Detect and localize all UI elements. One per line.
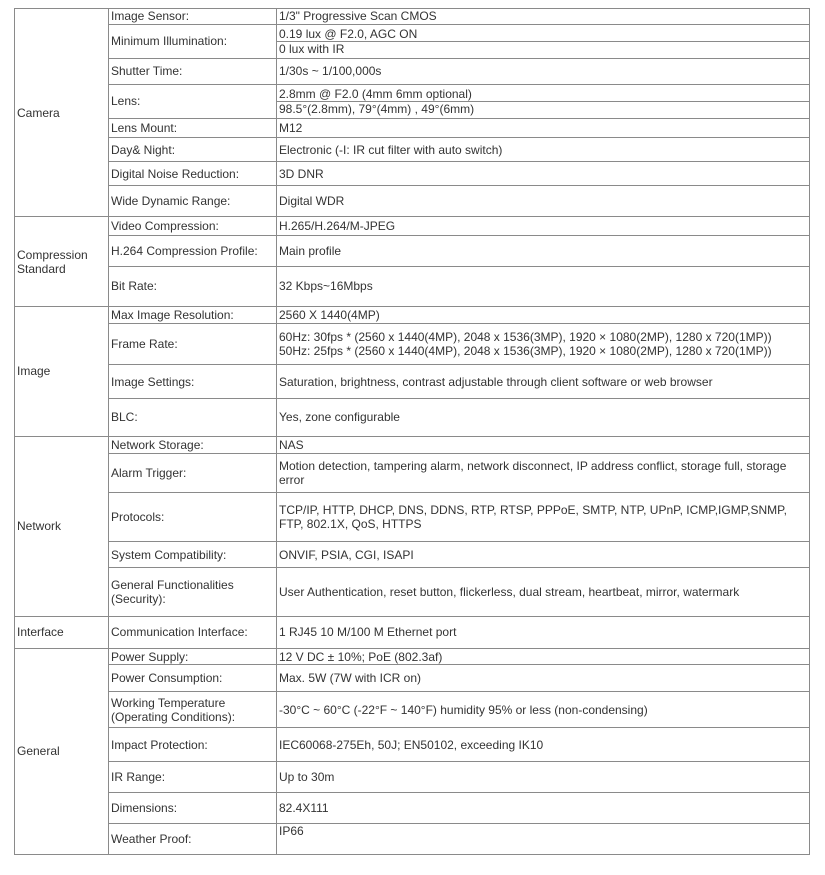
spec-value-line: 2560 X 1440(4MP): [279, 307, 380, 322]
spec-label: Power Supply:: [109, 648, 277, 665]
table-row: [15, 138, 810, 162]
spec-label: System Compatibility:: [109, 542, 277, 568]
spec-value: [277, 436, 810, 454]
spec-value: [277, 9, 810, 25]
spec-value-line: 32 Kbps~16Mbps: [279, 279, 373, 294]
table-row: [15, 9, 810, 25]
spec-value-line: Main profile: [279, 243, 342, 258]
spec-value: [277, 307, 810, 324]
spec-label: Frame Rate:: [109, 323, 277, 364]
spec-value-line: Motion detection, tampering alarm, network disconnect, IP address conflict, storage full, storage error: [279, 459, 787, 488]
table-row: [15, 648, 810, 665]
spec-value-line: 12 V DC ± 10%; PoE (802.3af): [279, 649, 443, 664]
table-row: [15, 217, 810, 236]
spec-value-line: 98.5°(2.8mm), 79°(4mm) , 49°(6mm): [277, 101, 809, 116]
spec-label: Dimensions:: [109, 792, 277, 823]
spec-label: Network Storage:: [109, 436, 277, 454]
spec-label: Bit Rate:: [109, 266, 277, 306]
spec-label: Shutter Time:: [109, 58, 277, 84]
spec-value: [277, 692, 810, 728]
table-row: [15, 118, 810, 138]
spec-value-line: Up to 30m: [279, 769, 335, 784]
spec-value: [277, 399, 810, 436]
group-label: Camera: [15, 9, 109, 217]
spec-value-line: 60Hz: 30fps * (2560 x 1440(4MP), 2048 x 1536(3MP), 1920 × 1080(2MP), 1280 x 720(1MP)): [279, 329, 772, 344]
table-row: [15, 323, 810, 364]
table-row: [15, 84, 810, 118]
table-row: [15, 436, 810, 454]
table-row: [15, 692, 810, 728]
spec-value-line: 0.19 lux @ F2.0, AGC ON: [279, 26, 418, 41]
spec-label: Minimum Illumination:: [109, 24, 277, 58]
spec-value: [277, 138, 810, 162]
spec-label: IR Range:: [109, 761, 277, 792]
spec-label: Lens Mount:: [109, 118, 277, 138]
spec-value: [277, 792, 810, 823]
spec-value: [277, 24, 810, 58]
table-row: [15, 399, 810, 436]
table-row: [15, 792, 810, 823]
spec-label: Image Sensor:: [109, 9, 277, 25]
spec-value: [277, 542, 810, 568]
spec-value: [277, 235, 810, 266]
table-row: [15, 365, 810, 399]
spec-label: Alarm Trigger:: [109, 454, 277, 493]
spec-value-line: 2.8mm @ F2.0 (4mm 6mm optional): [279, 86, 472, 101]
spec-value: [277, 58, 810, 84]
table-row: [15, 454, 810, 493]
group-label: Compression Standard: [15, 217, 109, 307]
spec-value: [277, 454, 810, 493]
spec-value-line: 50Hz: 25fps * (2560 x 1440(4MP), 2048 x 1536(3MP), 1920 × 1080(2MP), 1280 x 720(1MP)): [279, 343, 772, 358]
table-row: [15, 493, 810, 542]
spec-value-line: Yes, zone configurable: [279, 410, 400, 425]
table-row: [15, 235, 810, 266]
spec-value-line: ONVIF, PSIA, CGI, ISAPI: [279, 547, 414, 562]
table-row: [15, 58, 810, 84]
spec-value-line: 1 RJ45 10 M/100 M Ethernet port: [279, 625, 457, 640]
spec-value: [277, 186, 810, 217]
table-row: [15, 761, 810, 792]
group-label: Interface: [15, 616, 109, 648]
spec-value-line: H.265/H.264/M-JPEG: [279, 218, 396, 233]
table-row: [15, 266, 810, 306]
spec-value: [277, 665, 810, 692]
spec-value: [277, 728, 810, 761]
spec-table: [14, 8, 810, 855]
spec-value: [277, 568, 810, 617]
spec-value-line: -30°C ~ 60°C (-22°F ~ 140°F) humidity 95% or less (non-condensing): [279, 702, 648, 717]
spec-table-body: [15, 9, 810, 855]
spec-value-line: Digital WDR: [279, 194, 345, 209]
spec-value: [277, 616, 810, 648]
group-label: Image: [15, 307, 109, 436]
spec-value: [277, 823, 810, 854]
spec-label: Max Image Resolution:: [109, 307, 277, 324]
table-row: [15, 616, 810, 648]
spec-value-line: IEC60068-275Eh, 50J; EN50102, exceeding IK10: [279, 737, 544, 752]
spec-value-line: 1/30s ~ 1/100,000s: [279, 64, 382, 79]
spec-label: Digital Noise Reduction:: [109, 162, 277, 186]
spec-value: [277, 118, 810, 138]
group-label: Network: [15, 436, 109, 616]
spec-label: Day& Night:: [109, 138, 277, 162]
spec-value: [277, 493, 810, 542]
spec-label: Protocols:: [109, 493, 277, 542]
spec-value-line: Electronic (-I: IR cut filter with auto switch): [279, 142, 503, 157]
table-row: [15, 665, 810, 692]
table-row: [15, 542, 810, 568]
group-label: General: [15, 648, 109, 854]
table-row: [15, 186, 810, 217]
table-row: [15, 568, 810, 617]
spec-value-line: M12: [279, 121, 303, 136]
spec-label: Video Compression:: [109, 217, 277, 236]
spec-value: [277, 648, 810, 665]
spec-label: Weather Proof:: [109, 823, 277, 854]
spec-value-line: 3D DNR: [279, 166, 324, 181]
spec-value-line: TCP/IP, HTTP, DHCP, DNS, DDNS, RTP, RTSP, PPPoE, SMTP, NTP, UPnP, ICMP,IGMP,SNMP, FTP, 802.1X, QoS, HTTPS: [279, 503, 787, 532]
spec-value-line: 0 lux with IR: [277, 41, 809, 56]
table-row: [15, 24, 810, 58]
spec-label: Image Settings:: [109, 365, 277, 399]
spec-value: [277, 365, 810, 399]
spec-value-line: IP66: [279, 823, 304, 838]
table-row: [15, 823, 810, 854]
spec-value-line: Max. 5W (7W with ICR on): [279, 671, 422, 686]
spec-label: Communication Interface:: [109, 616, 277, 648]
spec-value: [277, 266, 810, 306]
spec-value-line: User Authentication, reset button, flickerless, dual stream, heartbeat, mirror, watermark: [279, 584, 740, 599]
spec-value: [277, 217, 810, 236]
table-row: [15, 728, 810, 761]
spec-value: [277, 761, 810, 792]
spec-label: H.264 Compression Profile:: [109, 235, 277, 266]
spec-value: [277, 323, 810, 364]
spec-value: [277, 84, 810, 118]
spec-label: Power Consumption:: [109, 665, 277, 692]
spec-value: [277, 162, 810, 186]
spec-label: Wide Dynamic Range:: [109, 186, 277, 217]
spec-label: General Functionalities (Security):: [109, 568, 277, 617]
table-row: [15, 162, 810, 186]
spec-value-line: NAS: [279, 437, 304, 452]
spec-label: BLC:: [109, 399, 277, 436]
spec-label: Impact Protection:: [109, 728, 277, 761]
spec-value-line: 1/3" Progressive Scan CMOS: [279, 9, 437, 24]
spec-value-line: Saturation, brightness, contrast adjustable through client software or web browser: [279, 374, 713, 389]
spec-label: Working Temperature (Operating Conditions):: [109, 692, 277, 728]
spec-label: Lens:: [109, 84, 277, 118]
spec-value-line: 82.4X111: [279, 800, 329, 815]
table-row: [15, 307, 810, 324]
